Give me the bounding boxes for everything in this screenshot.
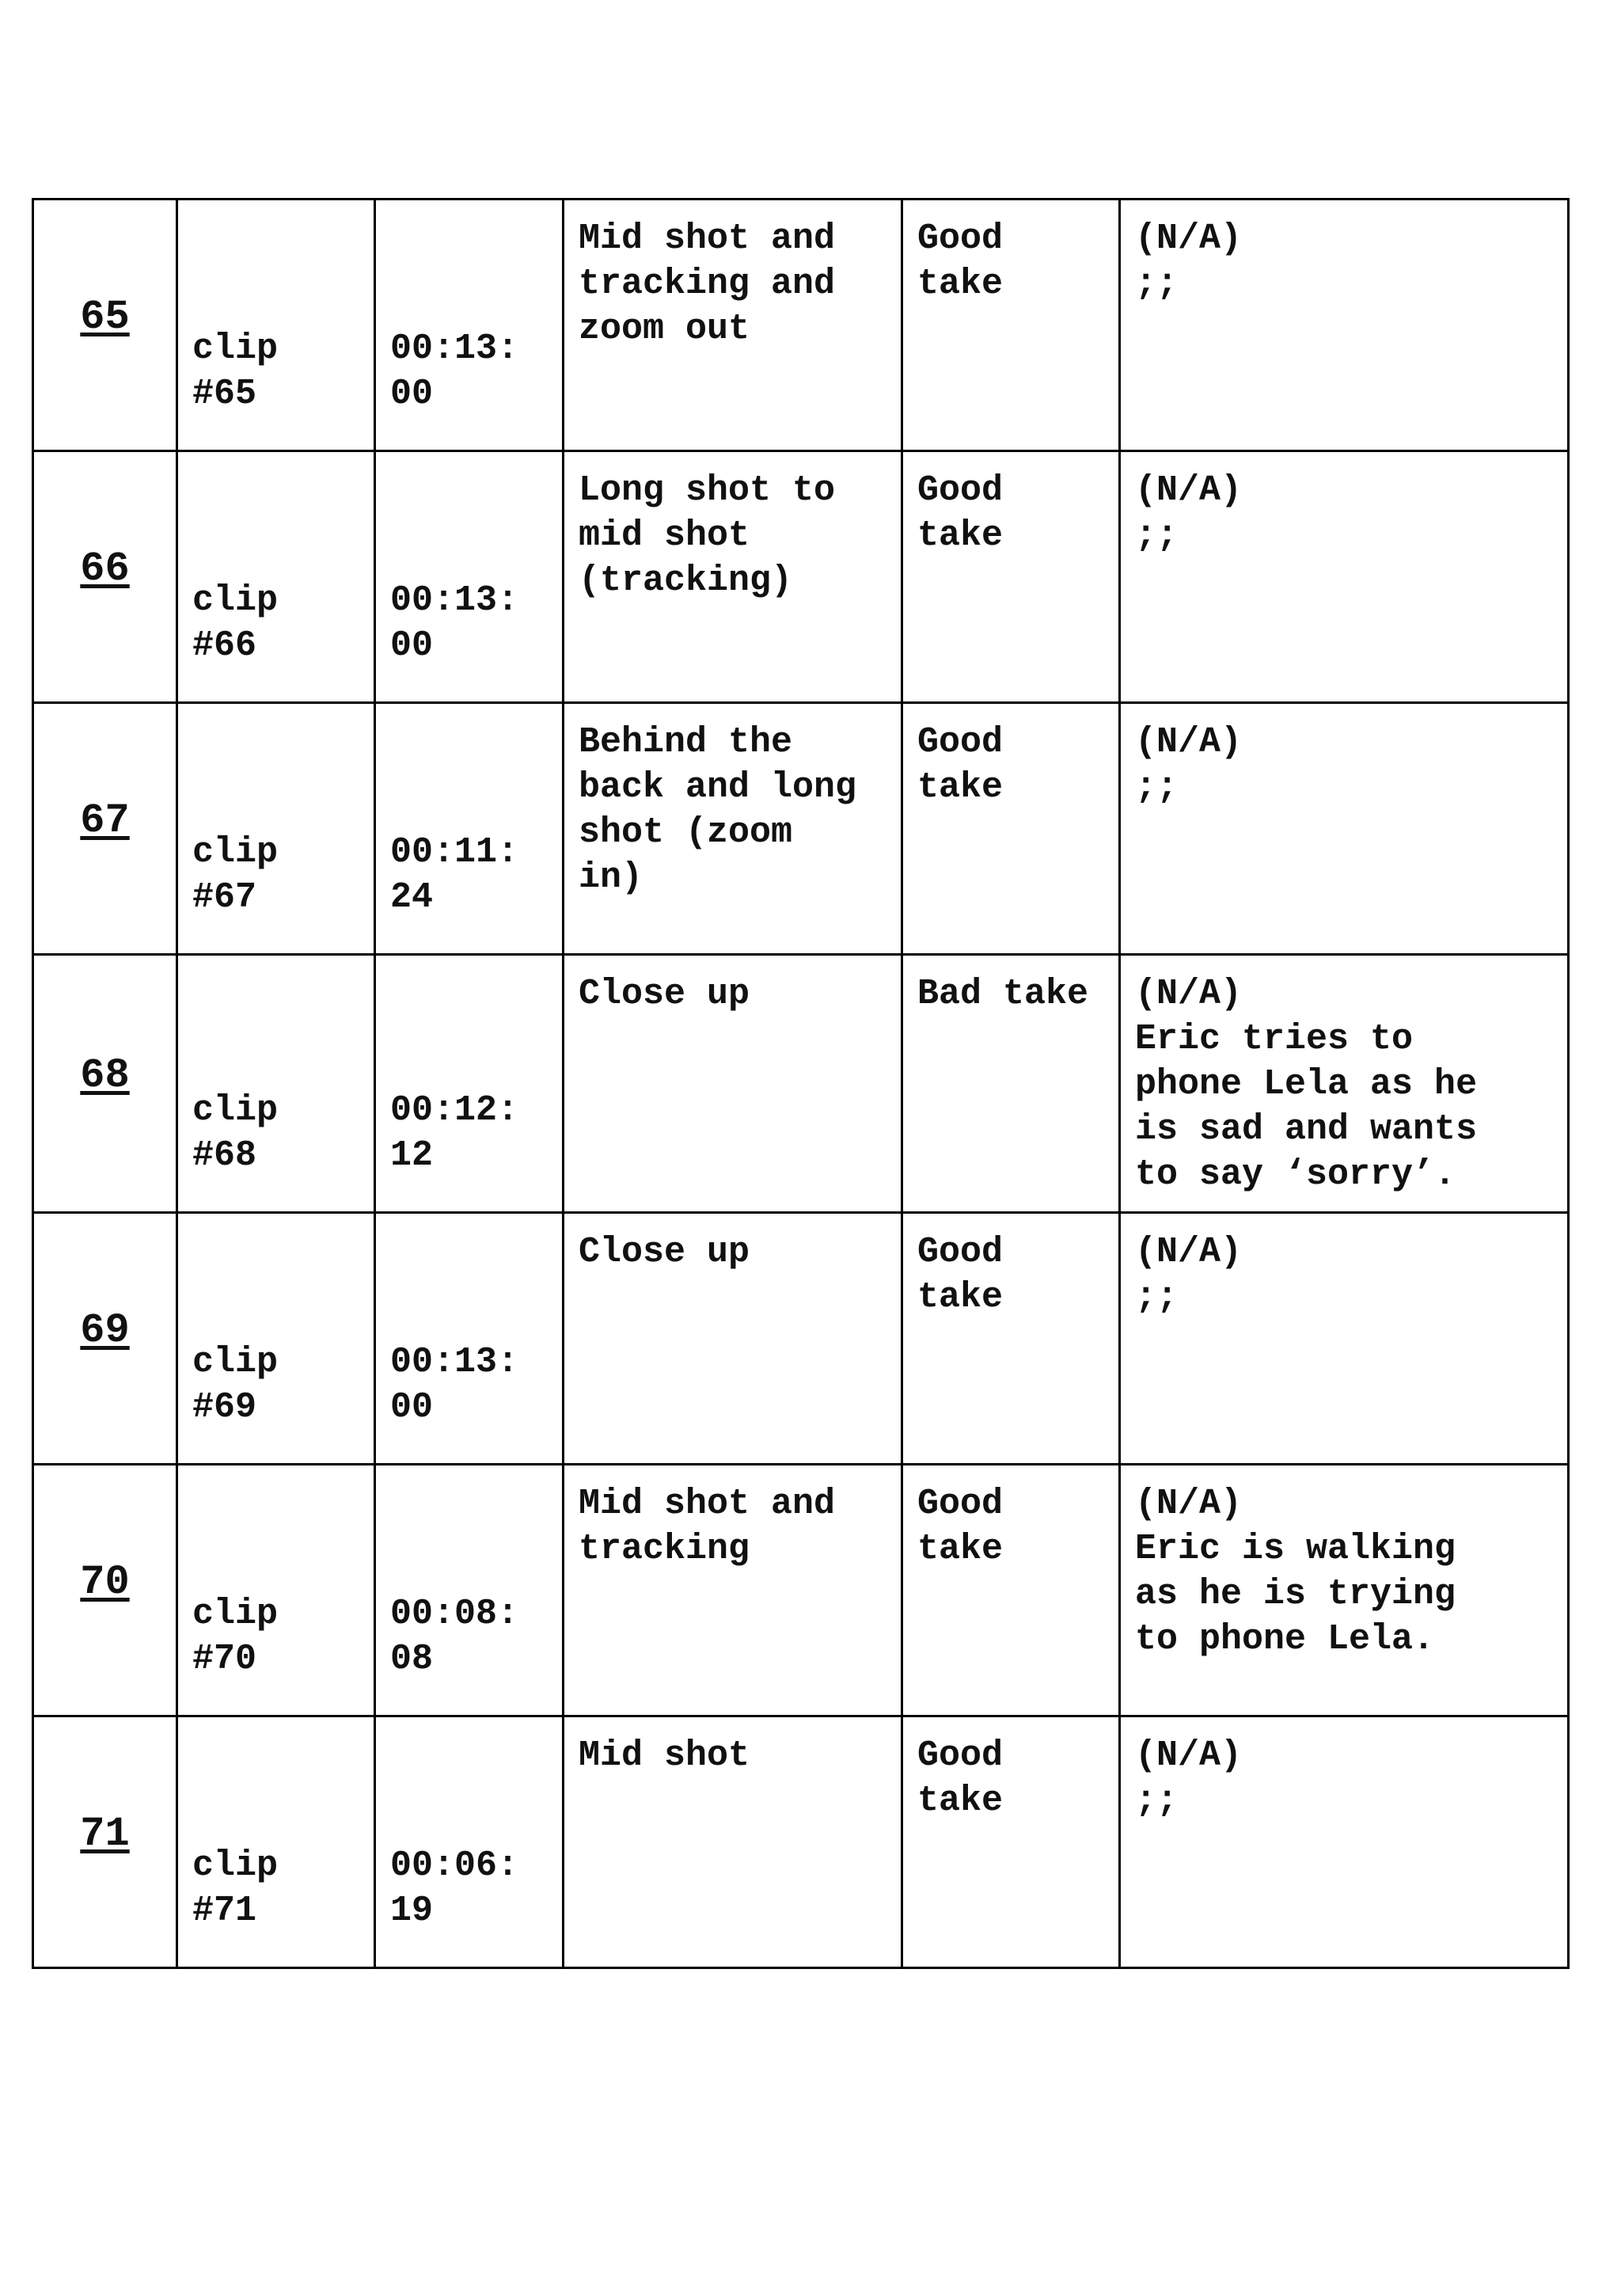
duration-cell: 00:06: 19: [375, 1716, 564, 1968]
duration-cell: 00:08: 08: [375, 1465, 564, 1716]
duration-cell: 00:13: 00: [375, 200, 564, 451]
notes-cell: [1120, 200, 1569, 451]
shot-type-cell: Behind the back and long shot (zoom in): [564, 703, 902, 955]
note-na: (N/A): [1135, 722, 1243, 762]
shot-number: 71: [80, 1811, 130, 1857]
shot-number-cell: [33, 1465, 177, 1716]
clip-cell: clip #71: [177, 1716, 375, 1968]
note-na: (N/A): [1135, 974, 1243, 1014]
note-na: (N/A): [1135, 1232, 1243, 1272]
notes-cell: [1120, 1465, 1569, 1716]
shot-type-cell: Mid shot and tracking: [564, 1465, 902, 1716]
notes-cell: [1120, 1213, 1569, 1465]
duration-cell: 00:11: 24: [375, 703, 564, 955]
notes-cell: [1120, 1716, 1569, 1968]
shot-type-cell: Long shot to mid shot (tracking): [564, 451, 902, 703]
take-quality-cell: Good take: [902, 1716, 1120, 1968]
shot-number: 69: [80, 1307, 130, 1354]
note-text: Eric is walking as he is trying to phone Lela.: [1135, 1529, 1456, 1659]
clip-cell: clip #69: [177, 1213, 375, 1465]
shot-type-cell: Mid shot and tracking and zoom out: [564, 200, 902, 451]
shot-type-cell: Close up: [564, 955, 902, 1213]
shot-number: 66: [80, 545, 130, 592]
clip-cell: clip #68: [177, 955, 375, 1213]
shot-number-cell: [33, 1716, 177, 1968]
table-row: [33, 1716, 1569, 1968]
note-na: (N/A): [1135, 219, 1243, 259]
clip-cell: clip #66: [177, 451, 375, 703]
shot-number: 65: [80, 294, 130, 340]
note-text: ;;: [1135, 515, 1179, 556]
note-text: ;;: [1135, 264, 1179, 304]
note-text: ;;: [1135, 1277, 1179, 1317]
shot-number-cell: [33, 955, 177, 1213]
notes-cell: [1120, 703, 1569, 955]
shot-number: 70: [80, 1559, 130, 1606]
table-row: [33, 955, 1569, 1213]
shot-number-cell: [33, 703, 177, 955]
shot-number-cell: [33, 451, 177, 703]
notes-cell: [1120, 451, 1569, 703]
take-quality-cell: Bad take: [902, 955, 1120, 1213]
take-quality-cell: Good take: [902, 1465, 1120, 1716]
table-row: [33, 451, 1569, 703]
table-row: [33, 1213, 1569, 1465]
table-row: [33, 1465, 1569, 1716]
duration-cell: 00:13: 00: [375, 451, 564, 703]
note-na: (N/A): [1135, 1735, 1243, 1776]
note-text: Eric tries to phone Lela as he is sad and wants to say ‘sorry’.: [1135, 1019, 1478, 1195]
shot-number-cell: [33, 1213, 177, 1465]
note-na: (N/A): [1135, 1484, 1243, 1524]
clip-cell: clip #70: [177, 1465, 375, 1716]
take-quality-cell: Good take: [902, 200, 1120, 451]
table-row: [33, 200, 1569, 451]
shot-number-cell: [33, 200, 177, 451]
table-row: [33, 703, 1569, 955]
note-text: ;;: [1135, 767, 1179, 808]
shot-type-cell: Close up: [564, 1213, 902, 1465]
shot-type-cell: Mid shot: [564, 1716, 902, 1968]
take-quality-cell: Good take: [902, 703, 1120, 955]
take-quality-cell: Good take: [902, 451, 1120, 703]
note-text: ;;: [1135, 1781, 1179, 1821]
note-na: (N/A): [1135, 470, 1243, 511]
shot-number: 68: [80, 1052, 130, 1099]
clip-cell: clip #65: [177, 200, 375, 451]
shot-log-table: [32, 198, 1570, 1969]
shot-number: 67: [80, 797, 130, 844]
notes-cell: [1120, 955, 1569, 1213]
take-quality-cell: Good take: [902, 1213, 1120, 1465]
duration-cell: 00:13: 00: [375, 1213, 564, 1465]
clip-cell: clip #67: [177, 703, 375, 955]
duration-cell: 00:12: 12: [375, 955, 564, 1213]
